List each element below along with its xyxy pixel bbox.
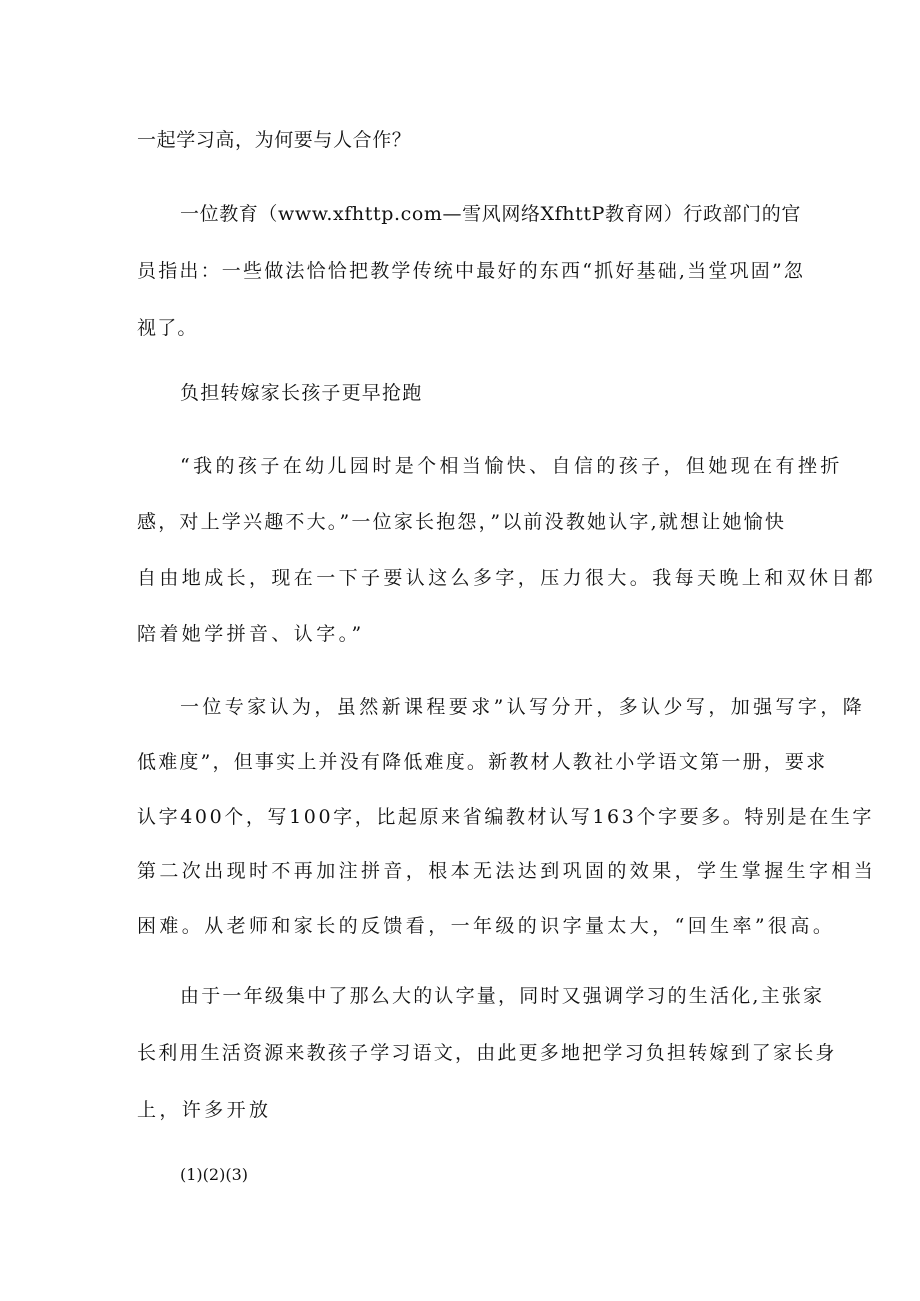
paragraph-6-line-2: 长利用生活资源来教孩子学习语文，由此更多地把学习负担转嫁到了家长身 (137, 1042, 837, 1064)
paragraph-4-line-4: 陪着她学拼音、认字。” (137, 623, 365, 645)
paragraph-4-line-1: “我的孩子在幼儿园时是个相当愉快、自信的孩子，但她现在有挫折 (180, 455, 843, 477)
paragraph-5-line-4: 第二次出现时不再加注拼音，根本无法达到巩固的效果，学生掌握生字相当 (137, 860, 877, 882)
paragraph-5-line-2: 低难度”，但事实上并没有降低难度。新教材人教社小学语文第一册，要求 (137, 751, 828, 773)
paragraph-5-line-1: 一位专家认为，虽然新课程要求”认写分开，多认少写，加强写字，降 (180, 696, 866, 718)
paragraph-4-line-2: 感，对上学兴趣不大。”一位家长抱怨，”以前没教她认字,就想让她愉快 (137, 511, 787, 533)
paragraph-5-line-5: 困难。从老师和家长的反馈看，一年级的识字量太大，“回生率”很高。 (137, 915, 836, 937)
paragraph-6-line-3: 上，许多开放 (137, 1099, 272, 1121)
paragraph-5-line-3: 认字400个，写100字，比起原来省编教材认写163个字要多。特别是在生字 (137, 806, 874, 828)
paragraph-2-line-2: 员指出：一些做法恰恰把教学传统中最好的东西“抓好基础,当堂巩固”忽 (137, 260, 806, 282)
paragraph-1-line-1: 一起学习高，为何要与人合作？ (137, 129, 412, 151)
paragraph-6-line-1: 由于一年级集中了那么大的认字量，同时又强调学习的生活化,主张家 (180, 985, 825, 1007)
list-markers: (1)(2)(3) (180, 1165, 248, 1184)
paragraph-2-line-3: 视了。 (137, 317, 198, 339)
paragraph-3-subheading: 负担转嫁家长孩子更早抢跑 (180, 382, 423, 404)
paragraph-2-line-1: 一位教育（www.xfhttp.com—雪风网络XfhttP教育网）行政部门的官 (180, 203, 801, 225)
paragraph-4-line-3: 自由地成长，现在一下子要认这么多字，压力很大。我每天晚上和双休日都 (137, 567, 877, 589)
